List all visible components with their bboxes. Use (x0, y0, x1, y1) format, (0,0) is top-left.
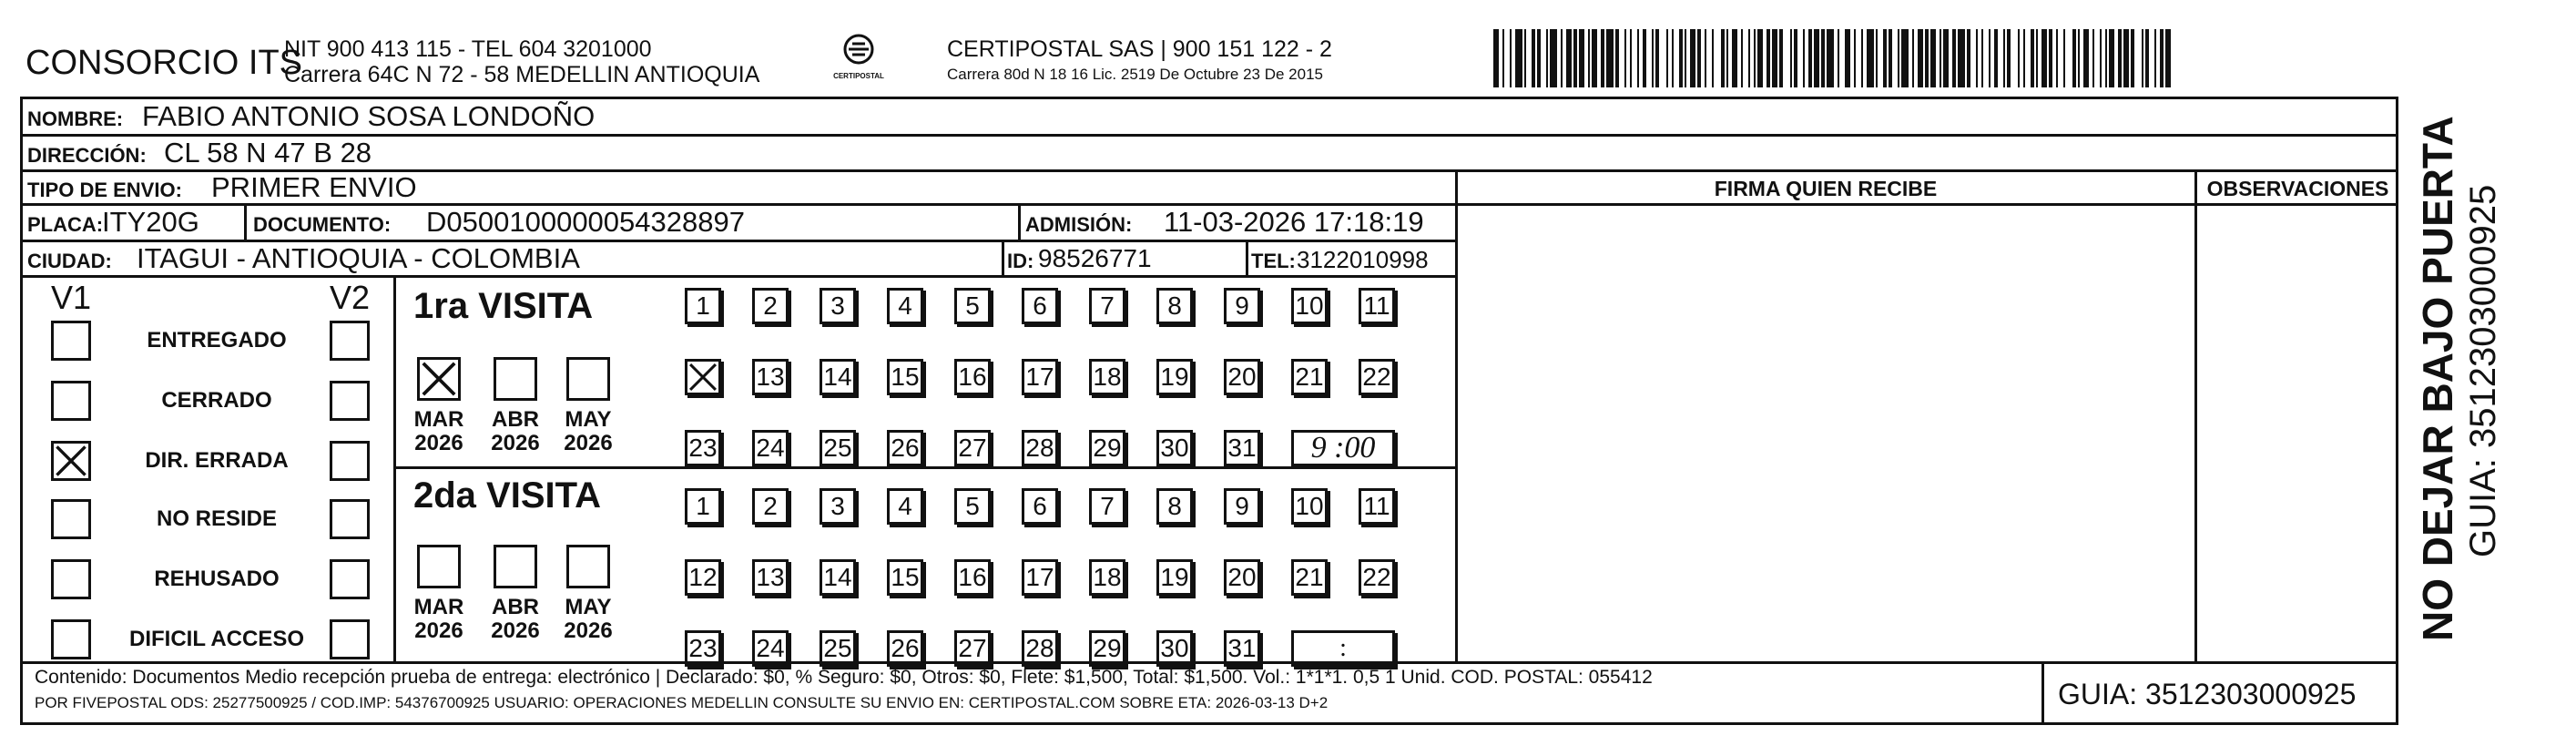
barcode-bar (2041, 29, 2047, 87)
day-box[interactable]: 31 (1224, 630, 1260, 667)
second-visit-title: 2da VISITA (413, 475, 601, 516)
v1-checkbox[interactable] (51, 619, 91, 659)
barcode-bar (1624, 29, 1626, 87)
barcode-bar (2072, 29, 2076, 87)
status-label: DIR. ERRADA (145, 448, 289, 473)
day-box[interactable]: 23 (685, 430, 721, 466)
day-box[interactable]: 21 (1291, 359, 1328, 395)
day-box[interactable]: 4 (887, 488, 923, 525)
day-box[interactable]: 2 (752, 288, 789, 324)
month-checkbox[interactable] (494, 545, 537, 588)
carrier-line: CERTIPOSTAL SAS | 900 151 122 - 2 (947, 36, 1332, 62)
day-box[interactable]: 29 (1089, 630, 1125, 667)
v2-checkbox[interactable] (330, 441, 370, 481)
barcode-bar (1803, 29, 1805, 87)
barcode-bar (1821, 29, 1825, 87)
barcode-bar (1652, 29, 1654, 87)
day-box[interactable]: 14 (820, 559, 856, 596)
barcode-bar (1579, 29, 1584, 87)
day-box[interactable]: 24 (752, 430, 789, 466)
barcode-bar (1510, 29, 1512, 87)
v2-label: V2 (330, 279, 371, 316)
barcode-bar (1757, 29, 1763, 87)
day-box[interactable]: 26 (887, 630, 923, 667)
day-box[interactable]: 3 (820, 288, 856, 324)
barcode-bar (2105, 29, 2107, 87)
barcode-bar (1925, 29, 1929, 87)
col-divider (1002, 240, 1004, 276)
barcode-bar (2018, 29, 2020, 87)
day-box[interactable]: 15 (887, 359, 923, 395)
day-box[interactable]: 21 (1291, 559, 1328, 596)
documento-label: DOCUMENTO: (253, 213, 392, 236)
day-box[interactable]: 8 (1156, 488, 1193, 525)
barcode-bar (1754, 29, 1756, 87)
direccion-value: CL 58 N 47 B 28 (164, 137, 372, 169)
barcode-bar (2031, 29, 2034, 87)
day-box[interactable]: 28 (1022, 430, 1058, 466)
day-box[interactable]: 12 (685, 559, 721, 596)
day-box[interactable]: 3 (820, 488, 856, 525)
day-box[interactable]: 17 (1022, 559, 1058, 596)
barcode-bar (1566, 29, 1572, 87)
barcode-bar (1588, 29, 1590, 87)
ciudad-value: ITAGUI - ANTIOQUIA - COLOMBIA (137, 242, 580, 274)
barcode-bar (1918, 29, 1923, 87)
day-box[interactable]: 1 (685, 488, 721, 525)
day-box[interactable]: 11 (1359, 488, 1395, 525)
barcode-bar (1976, 29, 1978, 87)
day-box[interactable]: 27 (954, 630, 991, 667)
day-box[interactable]: 30 (1156, 430, 1193, 466)
col-divider (1455, 169, 1458, 661)
footer-guia-divider (2041, 661, 2044, 725)
barcode-bar (1601, 29, 1604, 87)
barcode-bar (1912, 29, 1914, 87)
barcode-bar (1515, 29, 1522, 87)
day-box[interactable]: 13 (752, 559, 789, 596)
barcode-bar (1958, 29, 1965, 87)
day-box[interactable]: 7 (1089, 288, 1125, 324)
day-box[interactable]: 16 (954, 559, 991, 596)
barcode-bar (1721, 29, 1725, 87)
first-visit-title: 1ra VISITA (413, 286, 594, 326)
barcode-bar (2023, 29, 2025, 87)
tipo-envio-label: TIPO DE ENVIO: (27, 179, 182, 201)
barcode-bar (1940, 29, 1941, 87)
barcode-bar (2118, 29, 2122, 87)
footer-line-2: POR FIVEPOSTAL ODS: 25277500925 / COD.IMP: 54376700925 USUARIO: OPERACIONES MEDELLIN CONSULTE SU ENVIO EN: CERTIPOSTAL.COM SOBRE ETA: 2026-03-13 D+2 (35, 694, 1329, 711)
barcode-bar (1561, 29, 1563, 87)
status-label: CERRADO (161, 388, 272, 413)
barcode-bar (2049, 29, 2052, 87)
barcode-bar (1655, 29, 1659, 87)
day-box[interactable]: 17 (1022, 359, 1058, 395)
day-box[interactable]: 24 (752, 630, 789, 667)
v1-checkbox[interactable] (51, 441, 91, 481)
observaciones-header: OBSERVACIONES (2206, 177, 2389, 200)
day-box[interactable]: 22 (1359, 559, 1395, 596)
month-checkbox[interactable] (566, 357, 610, 401)
barcode-bar (1943, 29, 1949, 87)
barcode-bar (1606, 29, 1614, 87)
barcode-bar (1981, 29, 1983, 87)
barcode-bar (1573, 29, 1577, 87)
v1-checkbox[interactable] (51, 499, 91, 539)
day-box[interactable]: 8 (1156, 288, 1193, 324)
barcode-bar (1726, 29, 1728, 87)
barcode-bar (1867, 29, 1874, 87)
barcode-bar (1637, 29, 1639, 87)
barcode-bar (1794, 29, 1797, 87)
day-box[interactable]: 10 (1291, 488, 1328, 525)
barcode-bar (1814, 29, 1819, 87)
day-box[interactable]: 25 (820, 630, 856, 667)
day-box[interactable]: 30 (1156, 630, 1193, 667)
day-box[interactable]: 31 (1224, 430, 1260, 466)
day-box[interactable]: 11 (1359, 288, 1395, 324)
day-box[interactable]: 1 (685, 288, 721, 324)
logo-text: CERTIPOSTAL (833, 72, 884, 80)
documento-value: D0500100000054328897 (426, 206, 745, 238)
barcode-bar (1643, 29, 1646, 87)
barcode-bar (1679, 29, 1683, 87)
day-box[interactable]: 2 (752, 488, 789, 525)
carrier-address: Carrera 80d N 18 16 Lic. 2519 De Octubre 23 De 2015 (947, 66, 1323, 83)
nombre-label: NOMBRE: (27, 107, 124, 130)
day-box[interactable]: 27 (954, 430, 991, 466)
barcode-bar (1845, 29, 1850, 87)
barcode-bar (1790, 29, 1792, 87)
v2-checkbox[interactable] (330, 619, 370, 659)
barcode-bar (2078, 29, 2080, 87)
barcode-bar (2036, 29, 2038, 87)
barcode-bar (1550, 29, 1557, 87)
month-checkbox[interactable] (417, 545, 461, 588)
barcode-bar (2145, 29, 2149, 87)
month-label: ABR 2026 (491, 407, 540, 455)
barcode-bar (1967, 29, 1970, 87)
barcode-bar (1592, 29, 1597, 87)
barcode-bar (1532, 29, 1535, 87)
month-checkbox[interactable] (417, 357, 461, 401)
day-box[interactable]: 25 (820, 430, 856, 466)
time-box[interactable]: 9 :00 (1291, 430, 1395, 466)
time-box[interactable]: : (1291, 630, 1395, 667)
barcode (1493, 29, 2172, 87)
v2-checkbox[interactable] (330, 321, 370, 361)
barcode-bar (1861, 29, 1863, 87)
barcode-bar (1994, 29, 1998, 87)
barcode-bar (1493, 29, 1499, 87)
row-divider (1457, 169, 2398, 172)
barcode-bar (2154, 29, 2156, 87)
status-label: ENTREGADO (147, 328, 287, 352)
day-box[interactable] (685, 359, 721, 395)
barcode-bar (1524, 29, 1526, 87)
status-label: REHUSADO (154, 567, 280, 591)
day-box[interactable]: 20 (1224, 559, 1260, 596)
v2-checkbox[interactable] (330, 499, 370, 539)
status-label: DIFICIL ACCESO (128, 627, 304, 651)
v2-checkbox[interactable] (330, 559, 370, 599)
id-value: 98526771 (1038, 244, 1152, 272)
month-label: MAR 2026 (413, 595, 464, 643)
company-nit: NIT 900 413 115 - TEL 604 3201000 (284, 36, 652, 62)
day-box[interactable]: 28 (1022, 630, 1058, 667)
day-box[interactable]: 9 (1224, 288, 1260, 324)
day-box[interactable]: 22 (1359, 359, 1395, 395)
status-label: NO RESIDE (156, 506, 278, 531)
barcode-bar (1615, 29, 1619, 87)
placa-value: ITY20G (102, 206, 199, 238)
footer-guia: GUIA: 3512303000925 (2058, 678, 2357, 710)
placa-label: PLACA: (27, 213, 104, 236)
barcode-bar (1989, 29, 1991, 87)
nombre-value: FABIO ANTONIO SOSA LONDOÑO (142, 100, 596, 132)
v1-checkbox[interactable] (51, 381, 91, 421)
v1-checkbox[interactable] (51, 321, 91, 361)
col-divider (244, 203, 247, 240)
ciudad-label: CIUDAD: (27, 250, 112, 272)
barcode-bar (1672, 29, 1674, 87)
firma-header: FIRMA QUIEN RECIBE (1714, 177, 1938, 200)
barcode-bar (1666, 29, 1668, 87)
barcode-bar (1854, 29, 1856, 87)
barcode-bar (1712, 29, 1714, 87)
day-box[interactable]: 5 (954, 488, 991, 525)
day-box[interactable]: 18 (1089, 359, 1125, 395)
barcode-bar (1630, 29, 1632, 87)
month-checkbox[interactable] (494, 357, 537, 401)
barcode-bar (2003, 29, 2005, 87)
barcode-bar (1748, 29, 1750, 87)
day-box[interactable]: 29 (1089, 430, 1125, 466)
day-box[interactable]: 19 (1156, 559, 1193, 596)
barcode-bar (1952, 29, 1956, 87)
barcode-bar (1889, 29, 1892, 87)
month-label: ABR 2026 (491, 595, 540, 643)
certipostal-logo-icon (838, 33, 880, 67)
side-warning: NO DEJAR BAJO PUERTA (2414, 116, 2461, 641)
barcode-bar (1827, 29, 1834, 87)
day-box[interactable]: 6 (1022, 288, 1058, 324)
col-divider (1246, 240, 1248, 276)
day-box[interactable]: 10 (1291, 288, 1328, 324)
day-box[interactable]: 16 (954, 359, 991, 395)
barcode-bar (1697, 29, 1701, 87)
barcode-bar (1930, 29, 1936, 87)
day-box[interactable]: 4 (887, 288, 923, 324)
barcode-bar (1779, 29, 1783, 87)
barcode-bar (2131, 29, 2134, 87)
barcode-bar (1546, 29, 1548, 87)
day-box[interactable]: 20 (1224, 359, 1260, 395)
day-box[interactable]: 26 (887, 430, 923, 466)
barcode-bar (2063, 29, 2065, 87)
barcode-bar (1838, 29, 1839, 87)
barcode-bar (2109, 29, 2114, 87)
col-divider (2194, 169, 2197, 661)
day-box[interactable]: 23 (685, 630, 721, 667)
company-name: CONSORCIO ITS (25, 44, 303, 82)
day-box[interactable]: 7 (1089, 488, 1125, 525)
tel-value: 3122010998 (1297, 246, 1429, 273)
day-box[interactable]: 9 (1224, 488, 1260, 525)
barcode-bar (1741, 29, 1743, 87)
barcode-bar (1772, 29, 1777, 87)
barcode-bar (2092, 29, 2094, 87)
direccion-label: DIRECCIÓN: (27, 144, 147, 167)
tel-label: TEL: (1251, 250, 1296, 272)
day-box[interactable]: 15 (887, 559, 923, 596)
v1-checkbox[interactable] (51, 559, 91, 599)
day-box[interactable]: 14 (820, 359, 856, 395)
month-checkbox[interactable] (566, 545, 610, 588)
barcode-bar (1898, 29, 1899, 87)
certipostal-logo (827, 33, 891, 87)
day-box[interactable]: 13 (752, 359, 789, 395)
barcode-bar (2100, 29, 2102, 87)
v1-label: V1 (51, 279, 92, 316)
visit-divider (393, 466, 1455, 469)
month-label: MAY 2026 (564, 595, 613, 643)
barcode-bar (2123, 29, 2129, 87)
company-address: Carrera 64C N 72 - 58 MEDELLIN ANTIOQUIA (284, 62, 760, 87)
barcode-bar (1732, 29, 1737, 87)
barcode-bar (1502, 29, 1504, 87)
col-divider (1018, 203, 1021, 240)
barcode-bar (2083, 29, 2089, 87)
month-label: MAR 2026 (413, 407, 464, 455)
barcode-bar (2056, 29, 2058, 87)
barcode-bar (1883, 29, 1887, 87)
month-label: MAY 2026 (564, 407, 613, 455)
barcode-bar (1685, 29, 1686, 87)
day-box[interactable]: 6 (1022, 488, 1058, 525)
barcode-bar (1705, 29, 1706, 87)
barcode-bar (1767, 29, 1770, 87)
day-box[interactable]: 18 (1089, 559, 1125, 596)
id-label: ID: (1007, 250, 1034, 272)
barcode-bar (1901, 29, 1909, 87)
tipo-envio-value: PRIMER ENVIO (211, 171, 417, 203)
day-box[interactable]: 19 (1156, 359, 1193, 395)
barcode-bar (1808, 29, 1812, 87)
row-divider (20, 275, 1457, 278)
barcode-bar (2165, 29, 2171, 87)
barcode-bar (1690, 29, 1695, 87)
barcode-bar (1537, 29, 1541, 87)
barcode-bar (2007, 29, 2011, 87)
side-guia: GUIA: 3512303000925 (2463, 184, 2503, 557)
day-box[interactable]: 5 (954, 288, 991, 324)
barcode-bar (2142, 29, 2143, 87)
v2-checkbox[interactable] (330, 381, 370, 421)
row-divider (20, 134, 2398, 137)
footer-line-1: Contenido: Documentos Medio recepción prueba de entrega: electrónico | Declarado: $0, % Seguro: $0, Otros: $0, Flete: $1,500, Total: $1,500. Vol.: 1*1*1. 0,5 1 Unid. COD. POSTAL: 055412 (35, 667, 1653, 688)
barcode-bar (2160, 29, 2164, 87)
barcode-bar (1876, 29, 1878, 87)
admision-value: 11-03-2026 17:18:19 (1164, 206, 1424, 238)
admision-label: ADMISIÓN: (1025, 213, 1133, 236)
